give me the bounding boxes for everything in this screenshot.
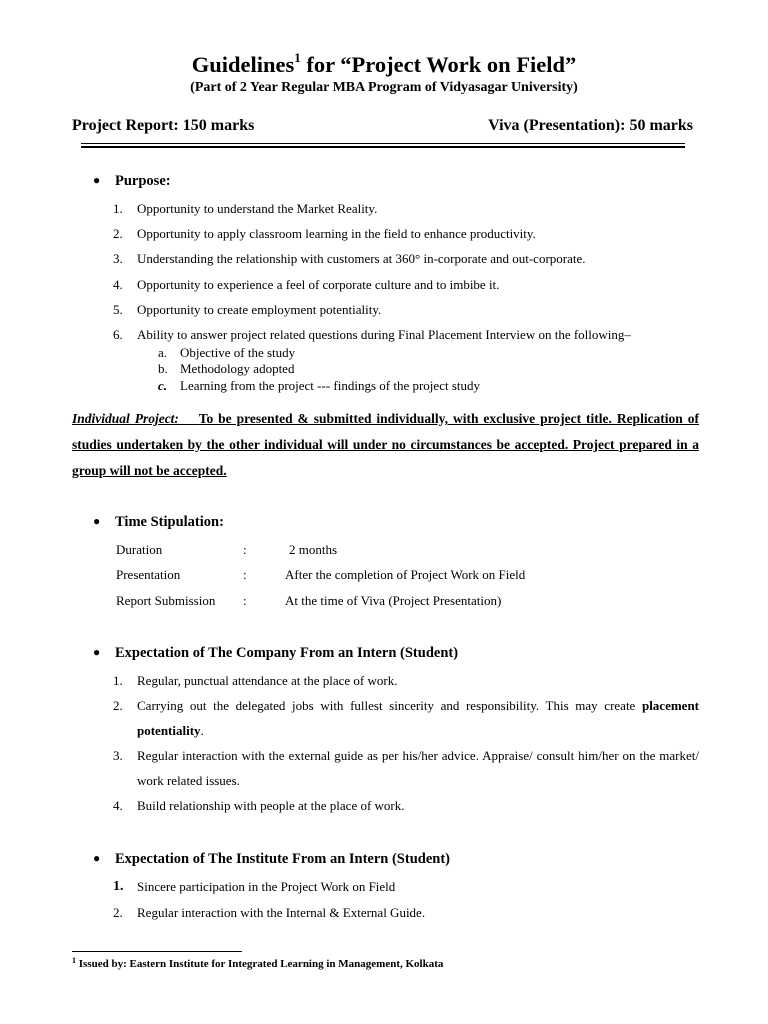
list-item: 2. Carrying out the delegated jobs with fullest sincerity and responsibility. This may create placement potentiality. (113, 698, 700, 738)
bullet-icon: ● (93, 851, 101, 865)
list-item: 6. Ability to answer project related questions during Final Placement Interview on the following– (113, 327, 631, 342)
list-item: 3. Understanding the relationship with customers at 360° in-corporate and out-corporate. (113, 251, 586, 266)
list-item: 1. Sincere participation in the Project Work on Field (113, 879, 396, 894)
sub-list-item: c. Learning from the project --- findings of the project study (158, 378, 480, 393)
time-stipulation-heading: ● Time Stipulation: (93, 514, 224, 530)
table-row: Duration : 2 months (116, 542, 338, 557)
project-report-marks: Project Report: 150 marks (72, 117, 255, 134)
list-item: 5. Opportunity to create employment potentiality. (113, 302, 382, 317)
placement-potentiality-text: placement potentiality (137, 698, 700, 738)
document-title: Guidelines$^1$ for “Project Work on Field” (191, 50, 577, 77)
list-item: 3. Regular interaction with the external guide as per his/her advice. Appraise/ consult him/her on the market/ work related issues. (113, 748, 699, 788)
footnote: $^1$ Issued by: Eastern Institute for Integrated Learning in Management, Kolkata (72, 956, 444, 970)
list-item: 2. Regular interaction with the Internal & External Guide. (113, 905, 426, 920)
footnote-divider (72, 951, 242, 952)
individual-project-paragraph: Individual Project: To be presented & submitted individually, with exclusive project title. Replication of studies undertaken by the other individual will under no circumstances be accepted. Project prepared in a group will not be accepted. (72, 411, 699, 478)
document-subtitle: (Part of 2 Year Regular MBA Program of Vidyasagar University) (190, 80, 578, 95)
company-expectation-heading: ● Expectation of The Company From an Intern (Student) (93, 645, 459, 661)
sub-list-item: a. Objective of the study (158, 345, 296, 360)
list-item: 4. Opportunity to experience a feel of corporate culture and to imbibe it. (113, 277, 500, 292)
sub-list-item: b. Methodology adopted (158, 361, 295, 376)
viva-marks: Viva (Presentation): 50 marks (488, 117, 693, 134)
institute-expectation-heading: ● Expectation of The Institute From an Intern (Student) (93, 851, 450, 867)
bullet-icon: ● (93, 645, 101, 659)
header-divider-thick (81, 146, 685, 148)
bullet-icon: ● (93, 514, 101, 528)
bullet-icon: ● (93, 173, 101, 187)
table-row: Report Submission : At the time of Viva (Project Presentation) (116, 593, 502, 608)
list-item: 2. Opportunity to apply classroom learning in the field to enhance productivity. (113, 226, 536, 241)
footnote-marker: 1 (294, 50, 301, 65)
individual-project-lead: Individual Project: (72, 411, 179, 426)
header-divider (81, 143, 685, 144)
list-item: 4. Build relationship with people at the place of work. (113, 798, 405, 813)
table-row: Presentation : After the completion of Project Work on Field (116, 567, 526, 582)
list-item: 1. Regular, punctual attendance at the place of work. (113, 673, 398, 688)
purpose-heading: ● Purpose: (93, 173, 171, 189)
list-item: 1. Opportunity to understand the Market Reality. (113, 201, 378, 216)
